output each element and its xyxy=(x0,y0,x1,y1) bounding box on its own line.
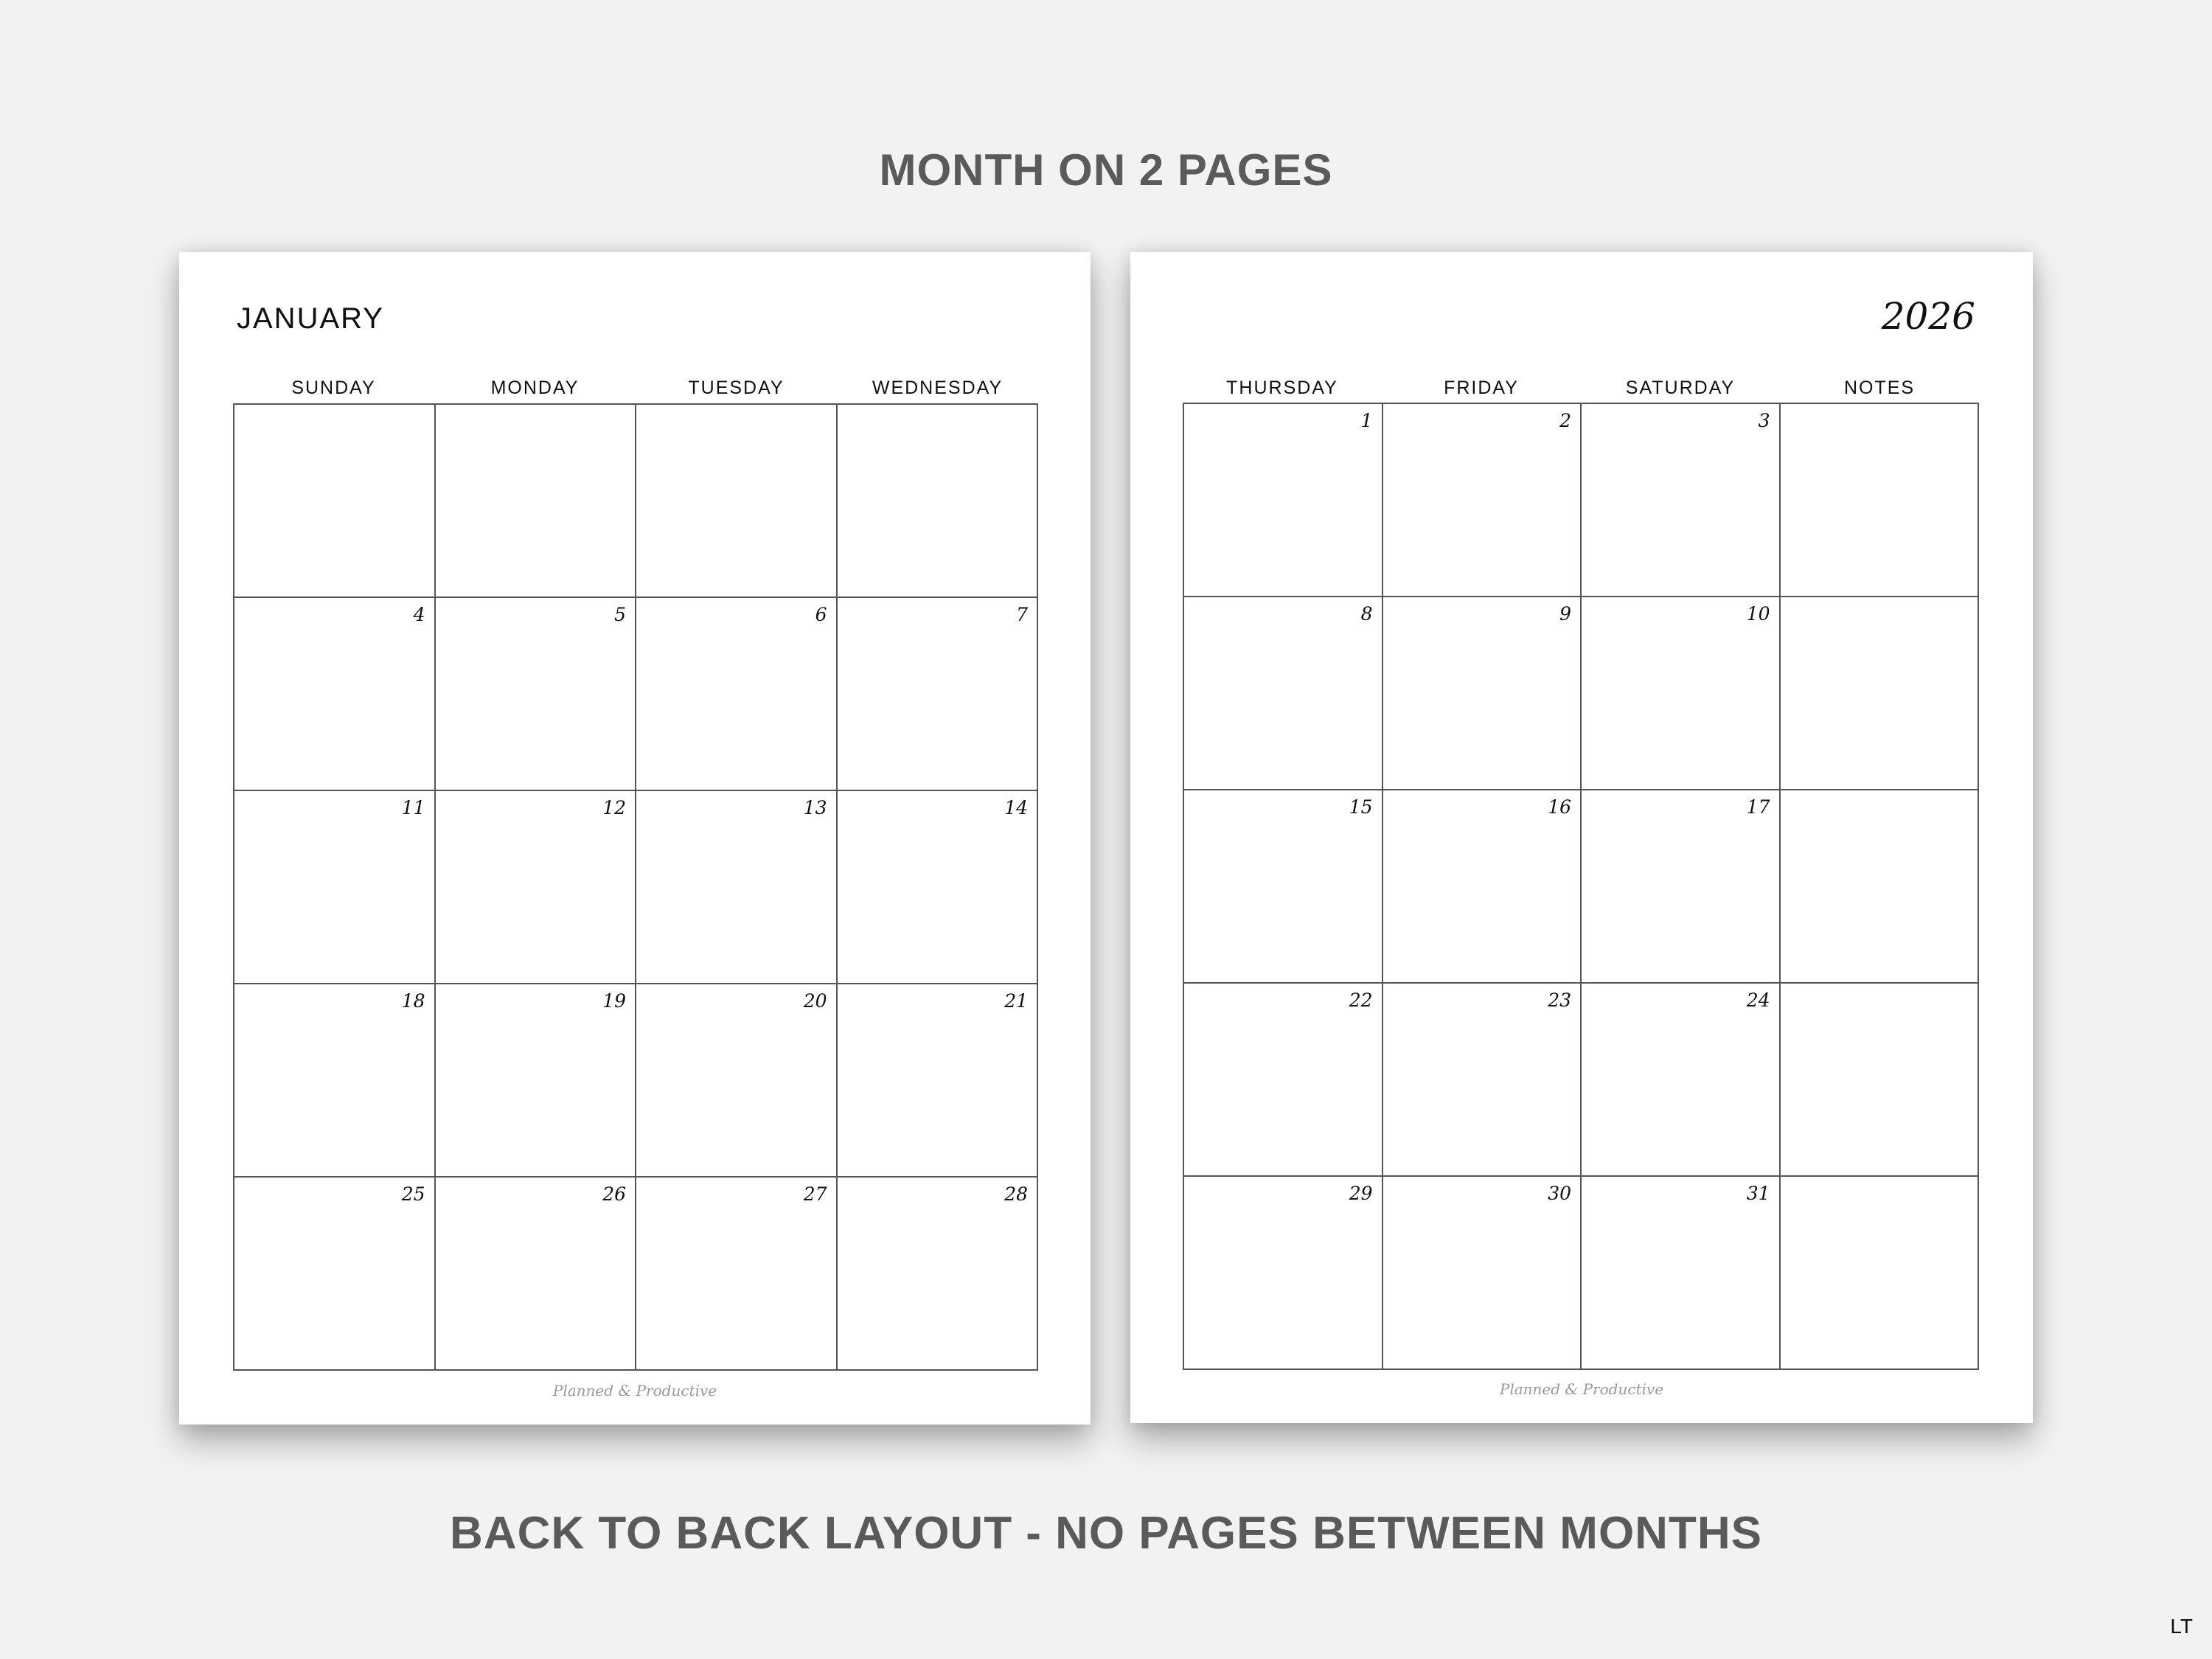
day-header-tuesday: TUESDAY xyxy=(688,378,785,398)
calendar-cell[interactable] xyxy=(234,405,436,598)
calendar-cell[interactable] xyxy=(234,791,436,984)
calendar-cell[interactable] xyxy=(636,405,838,598)
calendar-cell[interactable] xyxy=(436,791,637,984)
date-number: 19 xyxy=(602,990,626,1012)
calendar-cell[interactable] xyxy=(1582,597,1781,790)
date-number: 3 xyxy=(1758,410,1770,431)
month-title: JANUARY xyxy=(237,302,384,335)
calendar-cell[interactable] xyxy=(838,405,1039,598)
calendar-cell[interactable] xyxy=(1582,984,1781,1177)
date-number: 16 xyxy=(1548,796,1571,818)
notes-cell[interactable] xyxy=(1781,404,1980,597)
date-number: 11 xyxy=(401,797,425,818)
date-number: 12 xyxy=(602,797,626,818)
date-number: 14 xyxy=(1004,797,1028,818)
date-number: 2 xyxy=(1559,410,1571,431)
date-number: 18 xyxy=(401,990,425,1012)
calendar-cell[interactable] xyxy=(234,598,436,791)
calendar-cell[interactable] xyxy=(1383,404,1582,597)
calendar-cell[interactable] xyxy=(436,598,637,791)
calendar-cell[interactable] xyxy=(436,405,637,598)
date-number: 30 xyxy=(1548,1183,1571,1204)
calendar-cell[interactable] xyxy=(234,984,436,1178)
date-number: 6 xyxy=(815,604,827,625)
calendar-cell[interactable] xyxy=(636,984,838,1178)
calendar-cell[interactable] xyxy=(436,984,637,1178)
day-header-monday: MONDAY xyxy=(490,378,580,398)
day-header-sunday: SUNDAY xyxy=(291,378,376,398)
right-calendar-grid xyxy=(1183,403,1979,1370)
calendar-cell[interactable] xyxy=(636,791,838,984)
date-number: 31 xyxy=(1746,1183,1770,1204)
date-number: 24 xyxy=(1746,990,1770,1011)
day-header-saturday: SATURDAY xyxy=(1625,378,1736,398)
day-header-thursday: THURSDAY xyxy=(1226,378,1338,398)
calendar-cell[interactable] xyxy=(838,1178,1039,1371)
date-number: 5 xyxy=(614,604,626,625)
date-number: 22 xyxy=(1349,990,1373,1011)
calendar-cell[interactable] xyxy=(1184,1177,1383,1370)
left-calendar-grid xyxy=(233,403,1038,1371)
brand-logo: Planned & Productive xyxy=(552,1382,717,1399)
calendar-cell[interactable] xyxy=(1383,984,1582,1177)
calendar-cell[interactable] xyxy=(1184,790,1383,984)
date-number: 8 xyxy=(1360,603,1373,625)
calendar-cell[interactable] xyxy=(838,984,1039,1178)
notes-cell[interactable] xyxy=(1781,984,1980,1177)
calendar-cell[interactable] xyxy=(1383,1177,1582,1370)
calendar-cell[interactable] xyxy=(636,1178,838,1371)
date-number: 13 xyxy=(803,797,827,818)
date-number: 28 xyxy=(1004,1183,1028,1205)
date-number: 29 xyxy=(1349,1183,1373,1204)
calendar-cell[interactable] xyxy=(1383,597,1582,790)
page-title: MONTH ON 2 PAGES xyxy=(879,145,1333,195)
calendar-cell[interactable] xyxy=(1582,790,1781,984)
year-title: 2026 xyxy=(1881,295,1975,338)
notes-cell[interactable] xyxy=(1781,597,1980,790)
date-number: 20 xyxy=(803,990,827,1012)
notes-cell[interactable] xyxy=(1781,1177,1980,1370)
calendar-cell[interactable] xyxy=(1184,404,1383,597)
left-planner-page xyxy=(179,252,1091,1425)
calendar-cell[interactable] xyxy=(1582,404,1781,597)
calendar-cell[interactable] xyxy=(234,1178,436,1371)
calendar-cell[interactable] xyxy=(838,791,1039,984)
notes-cell[interactable] xyxy=(1781,790,1980,984)
date-number: 4 xyxy=(413,604,425,625)
day-header-friday: FRIDAY xyxy=(1444,378,1519,398)
left-day-headers xyxy=(233,378,1038,399)
right-day-headers xyxy=(1183,378,1979,399)
calendar-cell[interactable] xyxy=(636,598,838,791)
date-number: 26 xyxy=(602,1183,626,1205)
date-number: 7 xyxy=(1016,604,1028,625)
calendar-cell[interactable] xyxy=(1184,597,1383,790)
date-number: 27 xyxy=(803,1183,827,1205)
calendar-cell[interactable] xyxy=(436,1178,637,1371)
calendar-cell[interactable] xyxy=(1582,1177,1781,1370)
calendar-cell[interactable] xyxy=(1383,790,1582,984)
calendar-cell[interactable] xyxy=(1184,984,1383,1177)
date-number: 25 xyxy=(401,1183,425,1205)
calendar-cell[interactable] xyxy=(838,598,1039,791)
date-number: 17 xyxy=(1746,796,1770,818)
day-header-wednesday: WEDNESDAY xyxy=(872,378,1004,398)
layout-caption: BACK TO BACK LAYOUT - NO PAGES BETWEEN MONTHS xyxy=(450,1508,1762,1559)
date-number: 15 xyxy=(1349,796,1373,818)
brand-logo: Planned & Productive xyxy=(1499,1380,1664,1398)
date-number: 23 xyxy=(1548,990,1571,1011)
date-number: 1 xyxy=(1360,410,1373,431)
date-number: 10 xyxy=(1746,603,1770,625)
date-number: 9 xyxy=(1559,603,1571,625)
right-planner-page xyxy=(1130,252,2033,1423)
date-number: 21 xyxy=(1004,990,1028,1012)
corner-tag: LT xyxy=(2170,1615,2193,1638)
day-header-notes: NOTES xyxy=(1843,378,1916,398)
